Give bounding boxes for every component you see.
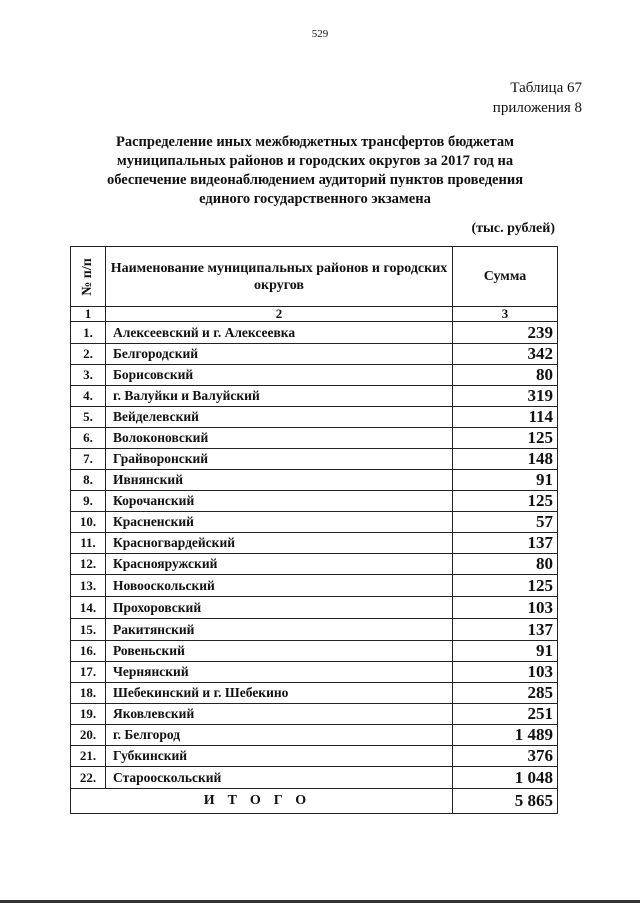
table-row <box>71 322 558 344</box>
table-row <box>71 449 558 470</box>
district-name: Краснояружский <box>106 554 453 575</box>
header-num: № п/п <box>71 247 106 307</box>
district-name: Красногвардейский <box>106 533 453 554</box>
table-row <box>71 491 558 512</box>
amount: 125 <box>453 575 558 597</box>
row-number: 13. <box>71 575 106 597</box>
table-row <box>71 662 558 683</box>
row-number: 10. <box>71 512 106 533</box>
amount: 1 489 <box>453 725 558 746</box>
row-number: 12. <box>71 554 106 575</box>
table-row <box>71 683 558 704</box>
amount: 137 <box>453 619 558 641</box>
total-amount: 5 865 <box>453 789 558 814</box>
district-name: Новооскольский <box>106 575 453 597</box>
table-row <box>71 597 558 619</box>
table-row <box>71 344 558 365</box>
document-title <box>70 133 560 209</box>
amount: 137 <box>453 533 558 554</box>
header-sum: Сумма <box>453 247 558 307</box>
amount: 103 <box>453 662 558 683</box>
table-row <box>71 554 558 575</box>
district-name: Губкинский <box>106 746 453 767</box>
district-name: Ивнянский <box>106 470 453 491</box>
row-number: 19. <box>71 704 106 725</box>
amount: 103 <box>453 597 558 619</box>
table-row <box>71 470 558 491</box>
district-name: Ракитянский <box>106 619 453 641</box>
amount: 57 <box>453 512 558 533</box>
district-name: Старооскольский <box>106 767 453 789</box>
amount: 91 <box>453 470 558 491</box>
district-name: Прохоровский <box>106 597 453 619</box>
total-label: ИТОГО <box>71 789 453 814</box>
district-name: Белгородский <box>106 344 453 365</box>
district-name: Чернянский <box>106 662 453 683</box>
amount: 91 <box>453 641 558 662</box>
district-name: Красненский <box>106 512 453 533</box>
table-row <box>71 512 558 533</box>
row-number: 22. <box>71 767 106 789</box>
row-number: 5. <box>71 407 106 428</box>
amount: 148 <box>453 449 558 470</box>
row-number: 18. <box>71 683 106 704</box>
title-line: муниципальных районов и городских округов за 2017 год на <box>116 153 514 169</box>
table-row <box>71 365 558 386</box>
row-number: 4. <box>71 386 106 407</box>
amount: 125 <box>453 491 558 512</box>
district-name: Яковлевский <box>106 704 453 725</box>
transfers-table <box>70 246 558 814</box>
row-number: 7. <box>71 449 106 470</box>
row-number: 17. <box>71 662 106 683</box>
district-name: Алексеевский и г. Алексеевка <box>106 322 453 344</box>
units-label: (тыс. рублей) <box>471 221 555 236</box>
amount: 376 <box>453 746 558 767</box>
district-name: Волоконовский <box>106 428 453 449</box>
district-name: Вейделевский <box>106 407 453 428</box>
amount: 125 <box>453 428 558 449</box>
title-line: Распределение иных межбюджетных трансфертов бюджетам <box>116 134 514 150</box>
index-cell: 1 <box>71 307 106 322</box>
amount: 342 <box>453 344 558 365</box>
row-number: 15. <box>71 619 106 641</box>
table-row <box>71 641 558 662</box>
row-number: 11. <box>71 533 106 554</box>
amount: 285 <box>453 683 558 704</box>
district-name: Борисовский <box>106 365 453 386</box>
row-number: 20. <box>71 725 106 746</box>
row-number: 21. <box>71 746 106 767</box>
row-number: 1. <box>71 322 106 344</box>
amount: 114 <box>453 407 558 428</box>
row-number: 14. <box>71 597 106 619</box>
amount: 251 <box>453 704 558 725</box>
table-row <box>71 746 558 767</box>
row-number: 9. <box>71 491 106 512</box>
district-name: г. Белгород <box>106 725 453 746</box>
index-cell: 3 <box>453 307 558 322</box>
amount: 80 <box>453 554 558 575</box>
table-caption <box>493 78 582 118</box>
table-number: Таблица 67 <box>510 80 582 96</box>
header-name: Наименование муниципальных районов и городских округов <box>106 247 453 307</box>
appendix-label: приложения 8 <box>492 100 582 116</box>
page-number: 529 <box>311 28 329 40</box>
title-line: обеспечение видеонаблюдением аудиторий пунктов проведения <box>106 172 524 188</box>
row-number: 2. <box>71 344 106 365</box>
table-row <box>71 407 558 428</box>
column-index-row <box>71 307 558 322</box>
table-row <box>71 575 558 597</box>
table-row <box>71 704 558 725</box>
table-row <box>71 386 558 407</box>
district-name: Ровеньский <box>106 641 453 662</box>
table-row <box>71 619 558 641</box>
district-name: г. Валуйки и Валуйский <box>106 386 453 407</box>
amount: 80 <box>453 365 558 386</box>
amount: 319 <box>453 386 558 407</box>
table-row <box>71 533 558 554</box>
index-cell: 2 <box>106 307 453 322</box>
scan-edge <box>0 900 640 903</box>
amount: 1 048 <box>453 767 558 789</box>
amount: 239 <box>453 322 558 344</box>
table-row <box>71 767 558 789</box>
table-row <box>71 725 558 746</box>
row-number: 8. <box>71 470 106 491</box>
district-name: Шебекинский и г. Шебекино <box>106 683 453 704</box>
total-row <box>71 789 558 814</box>
title-line: единого государственного экзамена <box>199 191 431 207</box>
row-number: 6. <box>71 428 106 449</box>
table-row <box>71 428 558 449</box>
row-number: 3. <box>71 365 106 386</box>
district-name: Корочанский <box>106 491 453 512</box>
row-number: 16. <box>71 641 106 662</box>
table-header-row <box>71 247 558 307</box>
district-name: Грайворонский <box>106 449 453 470</box>
